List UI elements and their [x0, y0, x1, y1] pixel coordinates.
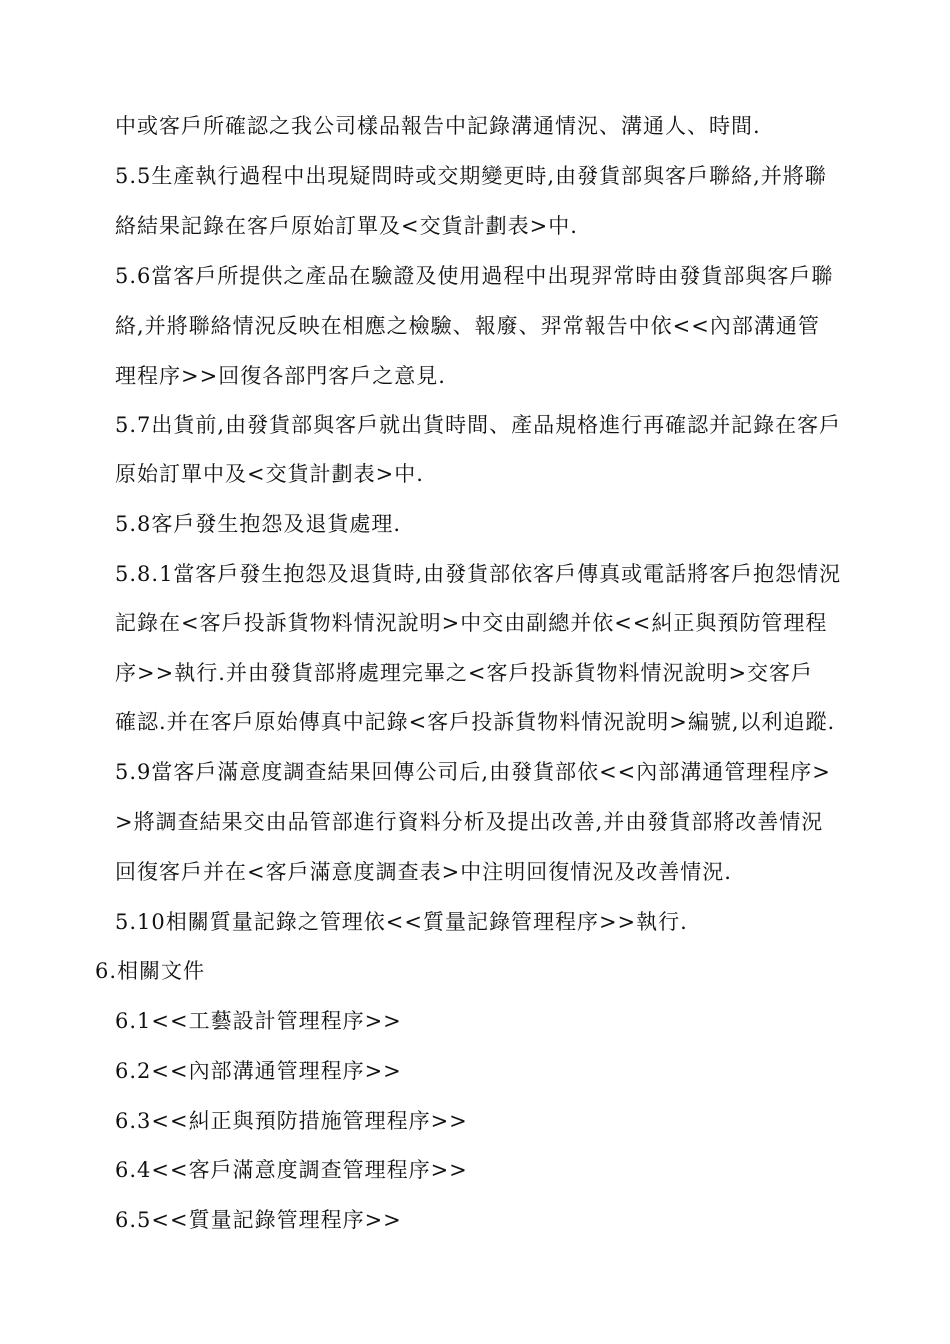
- text-line: 5.8客戶發生抱怨及退貨處理.: [115, 512, 402, 536]
- text-line: 5.5生產執行過程中出現疑問時或交期變更時,由發貨部與客戶聯絡,并將聯: [115, 164, 827, 188]
- text-line: 絡,并將聯絡情況反映在相應之檢驗、報廢、羿常報告中依<<內部溝通管: [115, 314, 820, 338]
- text-line: 5.10相關質量記錄之管理依<<質量記錄管理程序>>執行.: [115, 910, 688, 934]
- text-line: 絡結果記錄在客戶原始訂單及<交貨計劃表>中.: [115, 214, 578, 238]
- text-line: >將調查結果交由品管部進行資料分析及提出改善,并由發貨部將改善情況: [115, 810, 824, 834]
- text-line: 5.8.1當客戶發生抱怨及退貨時,由發貨部依客戶傳真或電話將客戶抱怨情況: [115, 562, 842, 586]
- reference-item: 6.1<<工藝設計管理程序>>: [115, 1009, 402, 1033]
- text-line: 確認.并在客戶原始傳真中記錄<客戶投訴貨物料情況說明>編號,以利追蹤.: [115, 710, 836, 734]
- text-line: 5.6當客戶所提供之產品在驗證及使用過程中出現羿常時由發貨部與客戶聯: [115, 264, 834, 288]
- text-line: 5.7出貨前,由發貨部與客戶就出貨時間、產品規格進行再確認并記錄在客戶: [115, 413, 842, 437]
- text-line: 回復客戶并在<客戶滿意度調查表>中注明回復情況及改善情況.: [115, 860, 732, 884]
- reference-item: 6.4<<客戶滿意度調查管理程序>>: [115, 1158, 468, 1182]
- text-line: 序>>執行.并由發貨部將處理完畢之<客戶投訴貨物料情況說明>交客戶: [115, 661, 814, 685]
- text-line: 原始訂單中及<交貨計劃表>中.: [115, 462, 424, 486]
- reference-item: 6.3<<糾正與預防措施管理程序>>: [115, 1109, 468, 1133]
- reference-item: 6.2<<內部溝通管理程序>>: [115, 1059, 402, 1083]
- section-heading: 6.相關文件: [95, 959, 206, 983]
- text-line: 中或客戶所確認之我公司樣品報告中記錄溝通情況、溝通人、時間.: [115, 114, 761, 138]
- text-line: 記錄在<客戶投訴貨物料情況說明>中交由副總并依<<糾正與預防管理程: [115, 611, 828, 635]
- text-line: 5.9當客戶滿意度調查結果回傳公司后,由發貨部依<<內部溝通管理程序>: [115, 760, 831, 784]
- text-line: 理程序>>回復各部門客戶之意見.: [115, 364, 446, 388]
- reference-item: 6.5<<質量記錄管理程序>>: [115, 1208, 402, 1232]
